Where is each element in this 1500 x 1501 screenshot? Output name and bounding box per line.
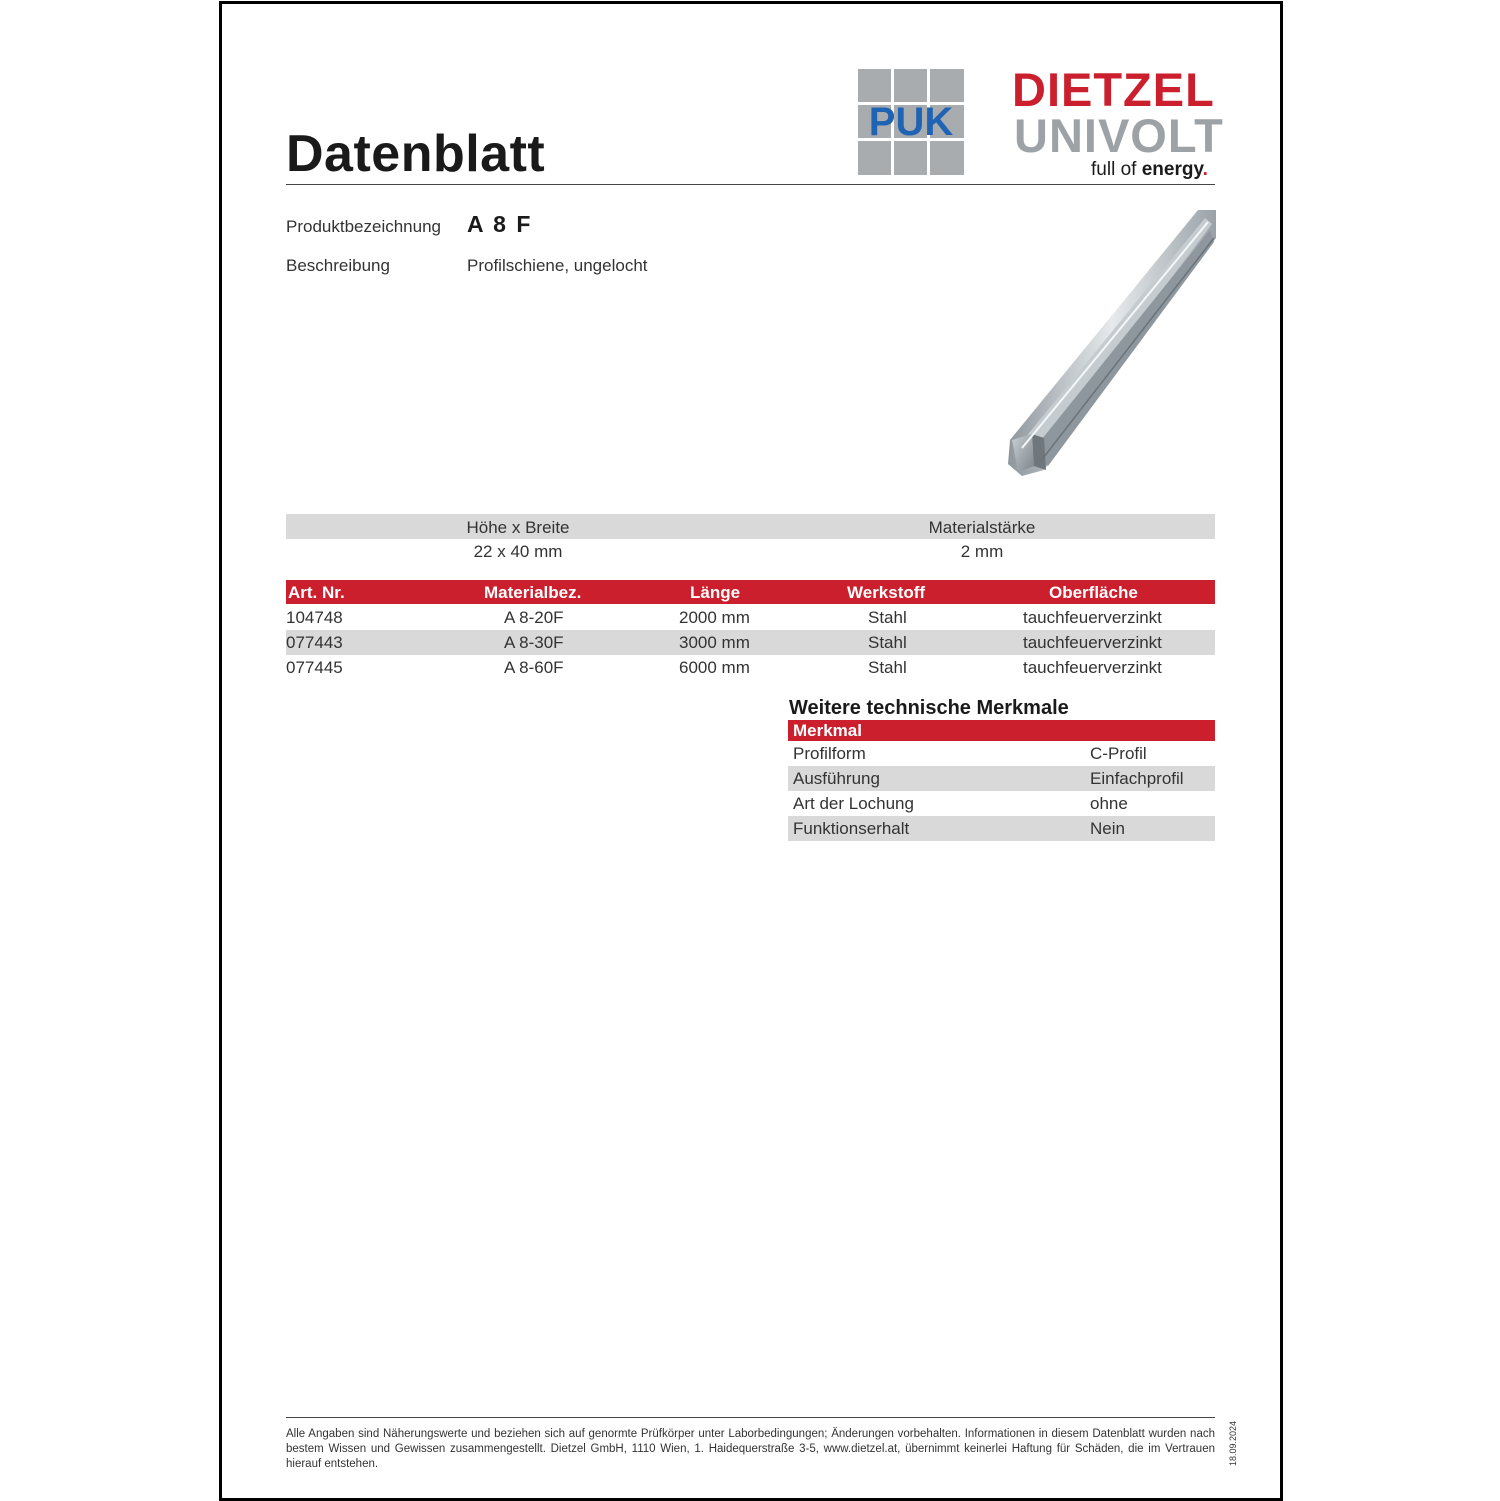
c-profile-rail-image	[1000, 208, 1216, 484]
cell-materialbez: A 8-20F	[504, 608, 564, 627]
tagline-dot: .	[1202, 159, 1208, 180]
cell-werkstoff: Stahl	[868, 633, 907, 652]
feature-name: Profilform	[793, 744, 866, 763]
feature-row	[788, 816, 1215, 841]
page-title: Datenblatt	[286, 125, 546, 183]
feature-value: ohne	[1090, 794, 1128, 813]
dim-col2-header: Materialstärke	[928, 518, 1036, 537]
feature-name: Funktionserhalt	[793, 819, 910, 838]
table-row	[286, 605, 1215, 630]
tagline-bold: energy	[1141, 159, 1203, 180]
product-name-label: Produktbezeichnung	[286, 217, 442, 236]
header-divider	[286, 184, 1215, 185]
cell-materialbez: A 8-30F	[504, 633, 564, 652]
dietzel-logo-text: DIETZEL	[1012, 63, 1215, 116]
product-desc-label: Beschreibung	[286, 256, 390, 275]
dim-col1-header: Höhe x Breite	[466, 518, 570, 537]
dim-col1-value: 22 x 40 mm	[473, 542, 563, 561]
feature-value: Einfachprofil	[1090, 769, 1184, 788]
feature-name: Art der Lochung	[793, 794, 914, 813]
col-header-oberflaeche: Oberfläche	[1049, 583, 1138, 602]
feature-value: Nein	[1090, 819, 1125, 838]
footer-date: 18.09.2024	[1228, 1420, 1238, 1466]
cell-art-nr: 104748	[286, 608, 343, 627]
feature-row	[788, 766, 1215, 791]
cell-werkstoff: Stahl	[868, 658, 907, 677]
dim-col2-value: 2 mm	[960, 542, 1004, 561]
footer-divider	[286, 1417, 1215, 1418]
col-header-materialbez: Materialbez.	[484, 583, 582, 602]
cell-oberflaeche: tauchfeuerverzinkt	[1023, 658, 1162, 677]
product-name-value: A 8 F	[467, 211, 533, 237]
feature-row	[788, 741, 1215, 766]
col-header-laenge: Länge	[690, 583, 741, 602]
cell-laenge: 3000 mm	[679, 633, 750, 652]
puk-logo-text: PUK	[868, 100, 954, 144]
product-desc-value: Profilschiene, ungelocht	[467, 256, 648, 275]
features-header-merkmal: Merkmal	[793, 721, 862, 740]
cell-materialbez: A 8-60F	[504, 658, 564, 677]
col-header-art-nr: Art. Nr.	[288, 583, 345, 602]
footer-disclaimer: Alle Angaben sind Näherungswerte und beziehen sich auf genormte Prüfkörper unter Laborbedingungen; Änderungen vorbehalten. Informationen in diesem Datenblatt wurden nach bestem Wissen und Gewissen zusammengestellt. Dietzel GmbH, 1110 Wien, 1. Haidequerstraße 3-5, www.dietzel.at, übernimmt keinerlei Haftung für Schäden, die im Vertrauen hierauf entstehen.	[286, 1428, 1215, 1470]
cell-art-nr: 077443	[286, 633, 343, 652]
feature-row	[788, 791, 1215, 816]
cell-laenge: 2000 mm	[679, 608, 750, 627]
brand-tagline	[1091, 159, 1208, 181]
table-row	[286, 630, 1215, 655]
cell-laenge: 6000 mm	[679, 658, 750, 677]
cell-werkstoff: Stahl	[868, 608, 907, 627]
univolt-logo-text: UNIVOLT	[1014, 109, 1224, 162]
feature-value: C-Profil	[1090, 744, 1147, 763]
articles-header-row	[286, 580, 1215, 604]
puk-logo	[858, 69, 964, 175]
table-row	[286, 655, 1215, 680]
col-header-werkstoff: Werkstoff	[847, 583, 926, 602]
cell-art-nr: 077445	[286, 658, 343, 677]
feature-name: Ausführung	[793, 769, 880, 788]
cell-oberflaeche: tauchfeuerverzinkt	[1023, 608, 1162, 627]
features-header-row	[788, 720, 1215, 741]
tagline-prefix: full of	[1091, 159, 1142, 180]
features-title: Weitere technische Merkmale	[789, 697, 1069, 719]
cell-oberflaeche: tauchfeuerverzinkt	[1023, 633, 1162, 652]
